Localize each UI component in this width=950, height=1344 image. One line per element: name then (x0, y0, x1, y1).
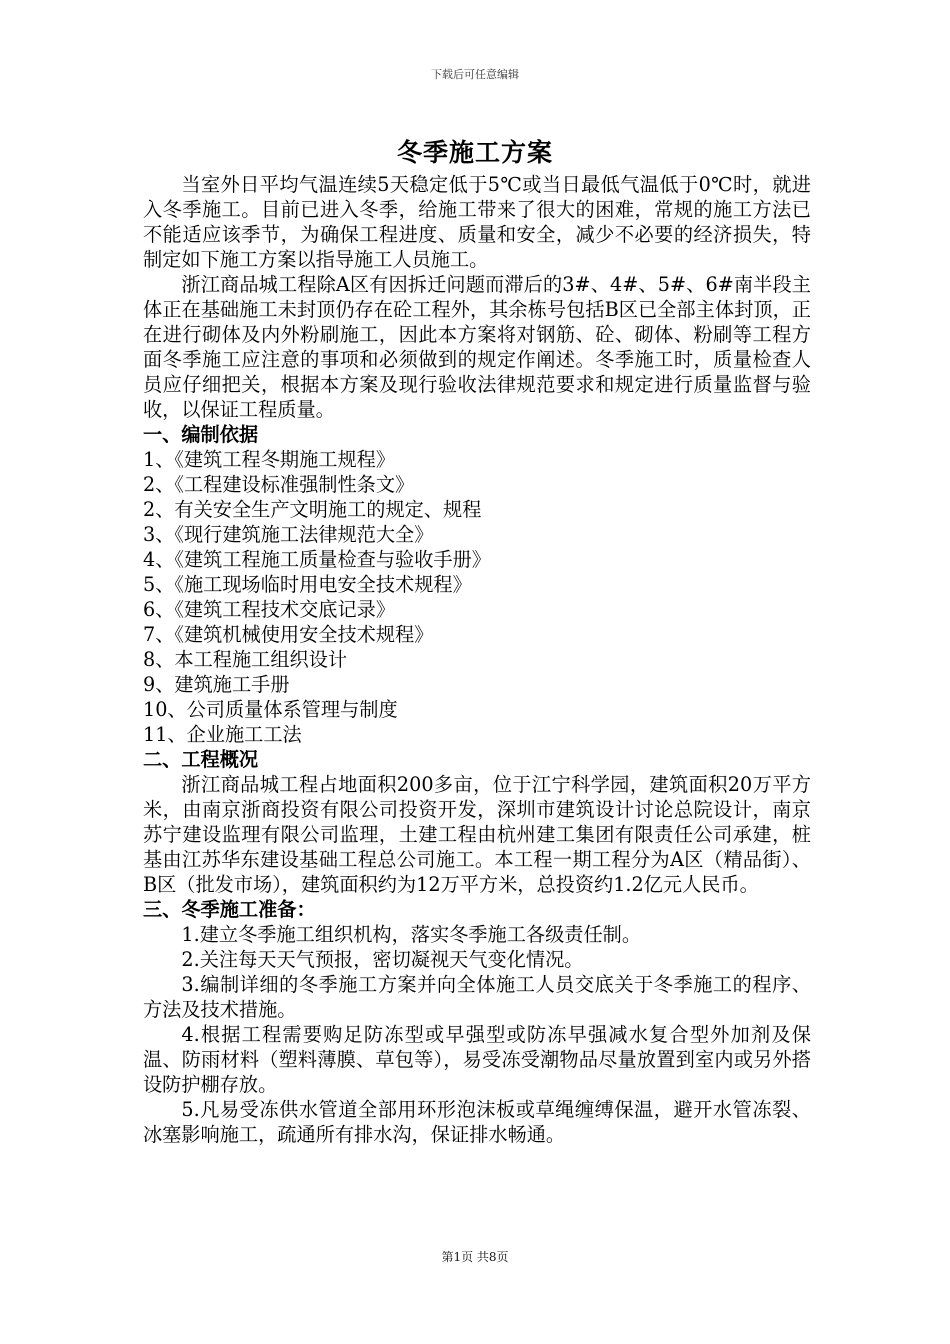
preparation-item: 2.关注每天天气预报，密切凝视天气变化情况。 (181, 948, 584, 971)
list-item: 8、本工程施工组织设计 (143, 648, 348, 671)
preparation-item: 4.根据工程需要购足防冻型或早强型或防冻早强减水复合型外加剂及保温、防雨材料（塑料薄膜、草包等），易受冻受潮物品尽量放置到室内或另外搭设防护棚存放。 (143, 1023, 811, 1096)
preparation-item: 1.建立冬季施工组织机构，落实冬季施工各级责任制。 (181, 923, 642, 946)
list-item: 11、企业施工工法 (143, 723, 302, 746)
list-item: 4、《建筑工程施工质量检查与验收手册》 (143, 548, 491, 571)
list-item: 1、《建筑工程冬期施工规程》 (143, 448, 396, 471)
list-item: 3、《现行建筑施工法律规范大全》 (143, 523, 434, 546)
preparation-item: 3.编制详细的冬季施工方案并向全体施工人员交底关于冬季施工的程序、方法及技术措施。 (143, 973, 811, 1021)
list-item: 2、有关安全生产文明施工的规定、规程 (143, 498, 482, 521)
intro-paragraph: 当室外日平均气温连续5天稳定低于5℃或当日最低气温低于0℃时，就进入冬季施工。目前已进入冬季，给施工带来了很大的困难，常规的施工方法已不能适应该季节，为确保工程进度、质量和安全，减少不必要的经济损失，特制定如下施工方案以指导施工人员施工。 (143, 173, 811, 271)
list-item: 9、建筑施工手册 (143, 673, 290, 696)
section-heading-basis: 一、编制依据 (143, 423, 259, 446)
section-heading-preparation: 三、冬季施工准备： (143, 898, 316, 921)
document-title: 冬季施工方案 (396, 138, 553, 167)
section-heading-overview: 二、工程概况 (143, 748, 259, 771)
document-body (143, 172, 811, 1147)
page-header-note: 下载后可任意编辑 (431, 68, 519, 81)
list-item: 10、公司质量体系管理与制度 (143, 698, 398, 721)
list-item: 5、《施工现场临时用电安全技术规程》 (143, 573, 472, 596)
list-item: 2、《工程建设标准强制性条文》 (143, 473, 415, 496)
intro-paragraph: 浙江商品城工程除A区有因拆迁问题而滞后的3#、4#、5#、6#南半段主体正在基础施工未封顶仍存在砼工程外，其余栋号包括B区已全部主体封顶，正在进行砌体及内外粉刷施工，因此本方案将对钢筋、砼、砌体、粉刷等工程方面冬季施工应注意的事项和必须做到的规定作阐述。冬季施工时，质量检查人员应仔细把关，根据本方案及现行验收法律规范要求和规定进行质量监督与验收，以保证工程质量。 (143, 273, 811, 421)
list-item: 7、《建筑机械使用安全技术规程》 (143, 623, 434, 646)
list-item: 6、《建筑工程技术交底记录》 (143, 598, 396, 621)
preparation-item: 5.凡易受冻供水管道全部用环形泡沫板或草绳缠缚保温，避开水管冻裂、冰塞影响施工，疏通所有排水沟，保证排水畅通。 (143, 1098, 811, 1146)
page-number: 第1页 共8页 (441, 1250, 509, 1264)
overview-paragraph: 浙江商品城工程占地面积200多亩，位于江宁科学园，建筑面积20万平方米，由南京浙商投资有限公司投资开发，深圳市建筑设计讨论总院设计，南京苏宁建设监理有限公司监理，土建工程由杭州建工集团有限责任公司承建，桩基由江苏华东建设基础工程总公司施工。本工程一期工程分为A区（精品街）、B区（批发市场），建筑面积约为12万平方米，总投资约1.2亿元人民币。 (143, 773, 811, 896)
